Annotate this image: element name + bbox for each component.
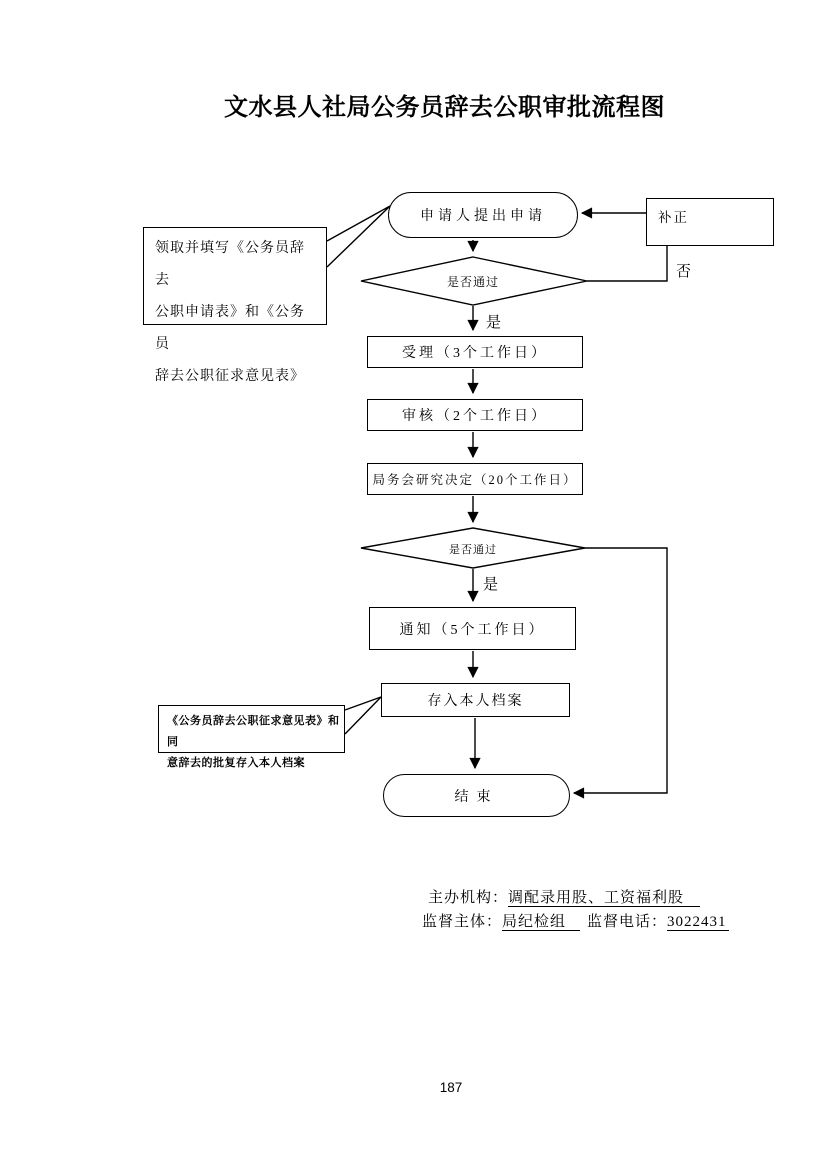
supervise-value: 局纪检组: [502, 914, 580, 931]
review-step-label: 审核（2个工作日）: [402, 409, 548, 424]
host-label: 主办机构：: [428, 890, 509, 906]
bureau-decision-label: 局务会研究决定（20个工作日）: [372, 473, 578, 487]
callout1-pointer: [327, 206, 390, 267]
callout-archive-line1: 《公务员辞去公职征求意见表》和同: [167, 715, 340, 748]
callout2-pointer: [345, 697, 381, 734]
correction-node-label: 补正: [658, 210, 689, 225]
notify-step-label: 通知（5个工作日）: [399, 622, 546, 638]
start-node: [388, 192, 578, 238]
accept-step-label: 受理（3个工作日）: [402, 346, 548, 361]
page-number: 187: [439, 1080, 463, 1095]
review-step-node: [367, 399, 583, 431]
bureau-decision-node: [367, 463, 583, 495]
host-value: 调配录用股、工资福利股: [508, 890, 700, 907]
callout-forms-note: [143, 227, 327, 384]
page-title: 文水县人社局公务员辞去公职审批流程图: [224, 94, 665, 121]
line-decision1-no-to-correction: [587, 246, 667, 281]
callout-forms-line1: 领取并填写《公务员辞去: [155, 241, 305, 288]
callout-forms-line2: 公职申请表》和《公务员: [155, 305, 305, 352]
phone-label: 监督电话：: [587, 914, 668, 930]
end-node: [383, 774, 570, 817]
end-node-label: 结束: [454, 789, 499, 805]
correction-node: [646, 198, 774, 246]
start-node-label: 申请人提出申请: [420, 209, 546, 224]
footer-supervise-row: [422, 910, 729, 934]
callout-archive-line2: 意辞去的批复存入本人档案: [167, 757, 305, 769]
callout-archive-note: [158, 705, 345, 769]
callout-forms-line3: 辞去公职征求意见表》: [155, 369, 305, 384]
supervise-label: 监督主体：: [422, 914, 503, 930]
archive-step-label: 存入本人档案: [427, 694, 524, 709]
branch-no-label: 否: [676, 264, 692, 280]
archive-step-node: [381, 683, 570, 717]
accept-step-node: [367, 336, 583, 368]
branch-yes1-label: 是: [486, 315, 502, 331]
footer-info: [422, 886, 729, 934]
decision2-label: 是否通过: [449, 544, 497, 556]
footer-host-row: [428, 886, 729, 910]
phone-value: 3022431: [667, 914, 727, 930]
arrow-decision2-no-to-end: [574, 548, 667, 793]
decision1-label: 是否通过: [446, 274, 499, 289]
branch-yes2-label: 是: [483, 577, 499, 593]
notify-step-node: [369, 607, 576, 650]
